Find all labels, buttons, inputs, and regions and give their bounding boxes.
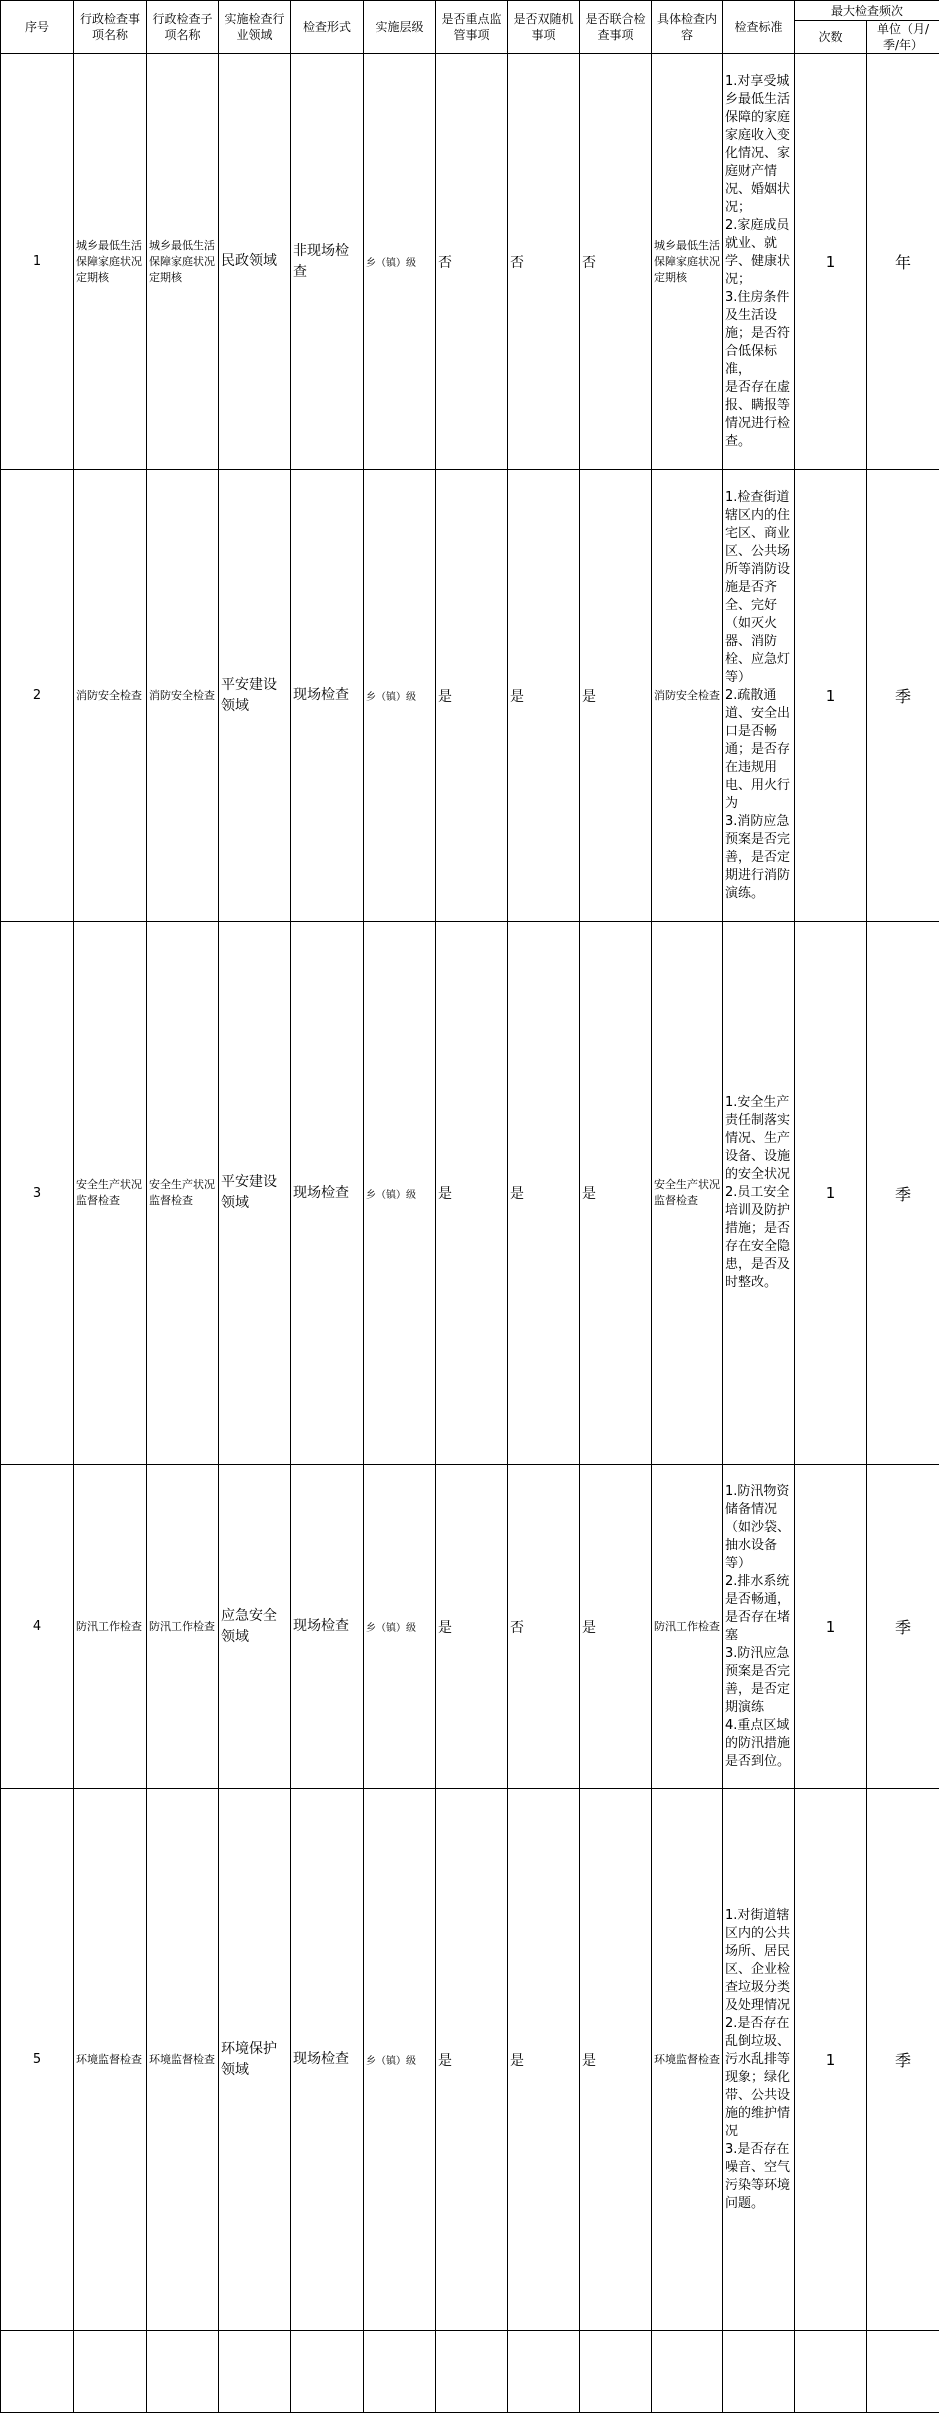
cell-level: 乡（镇）级 [364, 470, 436, 922]
header-seq: 序号 [1, 1, 74, 54]
cell-seq: 3 [1, 922, 74, 1465]
standard-line: 4.重点区域的防汛措施是否到位。 [725, 1717, 792, 1771]
header-field: 实施检查行业领域 [219, 1, 291, 54]
cell-form: 现场检查 [291, 1465, 364, 1789]
cell-unit: 年 [867, 54, 939, 470]
cell-joint: 是 [580, 1465, 652, 1789]
standard-line: 3.消防应急预案是否完善，是否定期进行消防演练。 [725, 813, 792, 903]
cell-random: 否 [508, 1465, 580, 1789]
standard-line: 2.疏散通道、安全出口是否畅通；是否存在违规用电、用火行为 [725, 687, 792, 813]
cell-seq: 4 [1, 1465, 74, 1789]
cell-random: 是 [508, 922, 580, 1465]
header-joint: 是否联合检查事项 [580, 1, 652, 54]
cell-standard [723, 470, 795, 922]
cell-key: 是 [436, 470, 508, 922]
standard-line: 1.检查街道辖区内的住宅区、商业区、公共场所等消防设施是否齐全、完好（如灭火器、消防栓、应急灯等） [725, 489, 792, 687]
cell-joint: 否 [580, 54, 652, 470]
cell-random: 是 [508, 470, 580, 922]
header-random: 是否双随机事项 [508, 1, 580, 54]
cell-item-name: 环境监督检查 [74, 1789, 147, 2331]
header-freq-count: 次数 [795, 21, 867, 54]
table-row [1, 470, 939, 922]
cell-joint: 是 [580, 470, 652, 922]
cell-random: 否 [508, 54, 580, 470]
cell-content: 消防安全检查 [652, 470, 723, 922]
empty-cell [723, 2331, 795, 2413]
cell-content: 安全生产状况监督检查 [652, 922, 723, 1465]
standard-line: 1.防汛物资储备情况（如沙袋、抽水设备等） [725, 1483, 792, 1573]
header-item-name: 行政检查事项名称 [74, 1, 147, 54]
standard-line: 3.住房条件及生活设施；是否符合低保标准， [725, 289, 792, 379]
cell-unit: 季 [867, 470, 939, 922]
cell-joint: 是 [580, 922, 652, 1465]
cell-field: 应急安全领域 [219, 1465, 291, 1789]
table-row [1, 1789, 939, 2331]
cell-seq: 2 [1, 470, 74, 922]
header-sub-item: 行政检查子项名称 [147, 1, 219, 54]
header-freq-unit: 单位（月/季/年） [867, 21, 939, 54]
cell-form: 现场检查 [291, 922, 364, 1465]
cell-key: 是 [436, 922, 508, 1465]
cell-content: 城乡最低生活保障家庭状况定期核 [652, 54, 723, 470]
header-content: 具体检查内容 [652, 1, 723, 54]
cell-item-name: 城乡最低生活保障家庭状况定期核 [74, 54, 147, 470]
standard-line: 2.员工安全培训及防护措施；是否存在安全隐患，是否及时整改。 [725, 1184, 792, 1292]
standard-line: 2.是否存在乱倒垃圾、污水乱排等现象；绿化带、公共设施的维护情况 [725, 2015, 792, 2141]
header-standard: 检查标准 [723, 1, 795, 54]
cell-form: 非现场检查 [291, 54, 364, 470]
empty-cell [219, 2331, 291, 2413]
empty-cell [364, 2331, 436, 2413]
cell-standard [723, 54, 795, 470]
cell-seq: 5 [1, 1789, 74, 2331]
header-freq-group: 最大检查频次 [795, 1, 939, 21]
cell-content: 防汛工作检查 [652, 1465, 723, 1789]
empty-cell [74, 2331, 147, 2413]
cell-key: 是 [436, 1465, 508, 1789]
cell-sub-item: 消防安全检查 [147, 470, 219, 922]
standard-line: 3.防汛应急预案是否完善，是否定期演练 [725, 1645, 792, 1717]
cell-level: 乡（镇）级 [364, 54, 436, 470]
cell-unit: 季 [867, 1465, 939, 1789]
cell-unit: 季 [867, 1789, 939, 2331]
cell-item-name: 防汛工作检查 [74, 1465, 147, 1789]
cell-sub-item: 防汛工作检查 [147, 1465, 219, 1789]
table-row [1, 922, 939, 1465]
standard-line: 2.家庭成员就业、就学、健康状况； [725, 217, 792, 289]
empty-cell [652, 2331, 723, 2413]
empty-cell [580, 2331, 652, 2413]
cell-content: 环境监督检查 [652, 1789, 723, 2331]
cell-unit: 季 [867, 922, 939, 1465]
cell-form: 现场检查 [291, 470, 364, 922]
empty-cell [867, 2331, 939, 2413]
cell-key: 是 [436, 1789, 508, 2331]
standard-line: 1.对街道辖区内的公共场所、居民区、企业检查垃圾分类及处理情况 [725, 1907, 792, 2015]
standard-line: 2.排水系统是否畅通，是否存在堵塞 [725, 1573, 792, 1645]
cell-sub-item: 安全生产状况监督检查 [147, 922, 219, 1465]
cell-item-name: 安全生产状况监督检查 [74, 922, 147, 1465]
cell-field: 民政领域 [219, 54, 291, 470]
cell-level: 乡（镇）级 [364, 1465, 436, 1789]
cell-standard [723, 922, 795, 1465]
standard-line: 1.安全生产责任制落实情况、生产设备、设施的安全状况 [725, 1094, 792, 1184]
cell-field: 平安建设领域 [219, 922, 291, 1465]
cell-sub-item: 环境监督检查 [147, 1789, 219, 2331]
cell-random: 是 [508, 1789, 580, 2331]
table-row [1, 54, 939, 470]
empty-cell [508, 2331, 580, 2413]
standard-line: 是否存在虚报、瞒报等情况进行检查。 [725, 379, 792, 451]
cell-standard [723, 1789, 795, 2331]
empty-cell [1, 2331, 74, 2413]
cell-form: 现场检查 [291, 1789, 364, 2331]
cell-joint: 是 [580, 1789, 652, 2331]
cell-key: 否 [436, 54, 508, 470]
cell-count: 1 [795, 1465, 867, 1789]
header-form: 检查形式 [291, 1, 364, 54]
table-row-empty [1, 2331, 939, 2413]
cell-field: 环境保护领域 [219, 1789, 291, 2331]
cell-count: 1 [795, 922, 867, 1465]
standard-line: 1.对享受城乡最低生活保障的家庭家庭收入变化情况、家庭财产情况、婚姻状况； [725, 73, 792, 217]
cell-sub-item: 城乡最低生活保障家庭状况定期核 [147, 54, 219, 470]
cell-seq: 1 [1, 54, 74, 470]
cell-level: 乡（镇）级 [364, 1789, 436, 2331]
cell-item-name: 消防安全检查 [74, 470, 147, 922]
cell-field: 平安建设领域 [219, 470, 291, 922]
cell-standard [723, 1465, 795, 1789]
empty-cell [436, 2331, 508, 2413]
header-key: 是否重点监管事项 [436, 1, 508, 54]
cell-count: 1 [795, 1789, 867, 2331]
cell-level: 乡（镇）级 [364, 922, 436, 1465]
empty-cell [147, 2331, 219, 2413]
table-row [1, 1465, 939, 1789]
cell-count: 1 [795, 470, 867, 922]
empty-cell [795, 2331, 867, 2413]
standard-line: 3.是否存在噪音、空气污染等环境问题。 [725, 2141, 792, 2213]
empty-cell [291, 2331, 364, 2413]
header-row-top [1, 1, 939, 21]
cell-count: 1 [795, 54, 867, 470]
header-level: 实施层级 [364, 1, 436, 54]
